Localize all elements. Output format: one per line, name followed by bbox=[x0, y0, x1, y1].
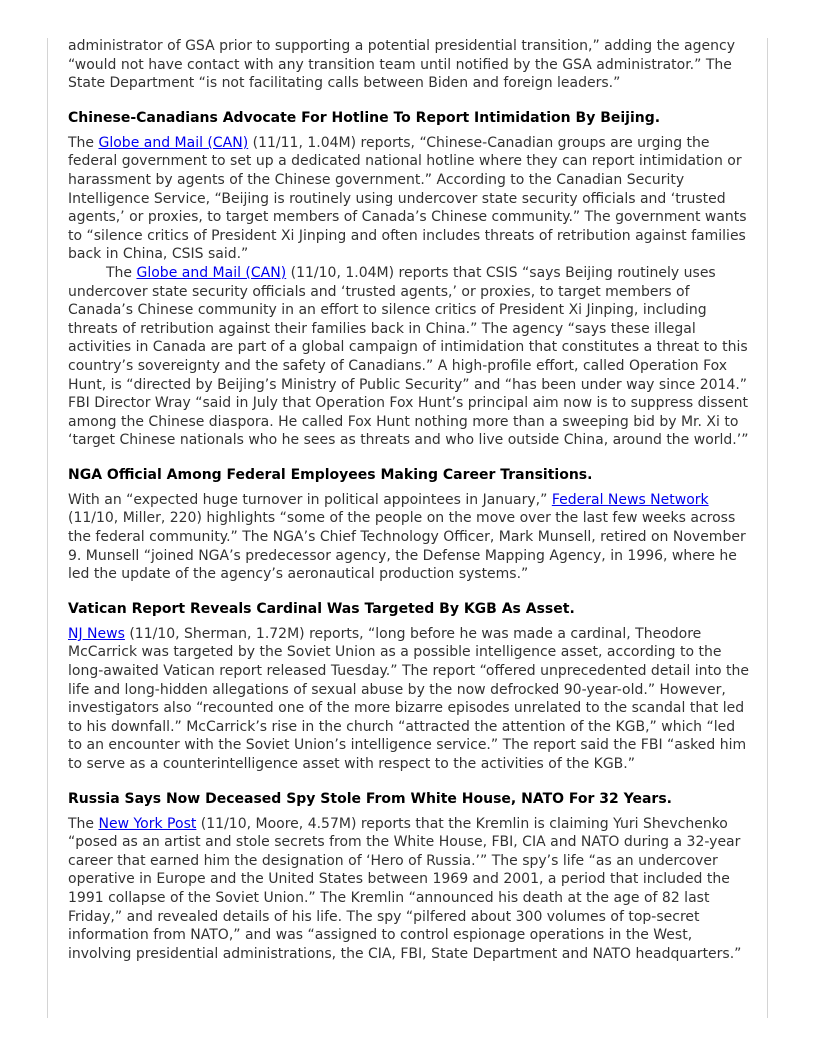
source-link[interactable]: NJ News bbox=[68, 625, 125, 642]
left-margin-rule bbox=[47, 38, 48, 1018]
paragraph-text: (11/10, Miller, 220) highlights “some of the people on the move over the last few weeks across the federal community.” The NGA’s Chief Technology Officer, Mark Munsell, retired on November 9. Munsell “joined NGA’s predecessor agency, the Defense Mapping Agency, in 1996, where he led the update of the agency’s aeronautical production systems.” bbox=[68, 510, 746, 583]
paragraph-text: (11/10, 1.04M) reports that CSIS “says Beijing routinely uses undercover state security officials and ‘trusted agents,’ or proxies, to target members of Canada’s Chinese community in an effort to silence critics of President Xi Jinping, including threats of retribution against their families back in China.” The agency “says these illegal activities in Canada are part of a global campaign of intimidation that constitutes a threat to this country’s sovereignty and the safety of Canadians.” A high-profile effort, called Operation Fox Hunt, is “directed by Beijing’s Ministry of Public Security” and “has been under way since 2014.” FBI Director Wray “said in July that Operation Fox Hunt’s principal aim now is to suppress dissent among the Chinese diaspora. He called Fox Hunt nothing more than a sweeping bid by Mr. Xi to ‘target Chinese nationals who he sees as threats and who live outside China, around the world.’” bbox=[68, 264, 749, 449]
paragraph-text: The bbox=[68, 815, 99, 832]
article-headline: NGA Official Among Federal Employees Making Career Transitions. bbox=[68, 466, 593, 483]
paragraph-text: With an “expected huge turnover in political appointees in January,” bbox=[68, 491, 552, 508]
source-link[interactable]: Federal News Network bbox=[551, 491, 709, 508]
intro-paragraph: administrator of GSA prior to supporting a potential presidential transition,” adding the agency “would not have contact with any transition team until notified by the GSA administrator.” The State Department “is not facilitating calls between Biden and foreign leaders.” bbox=[68, 38, 735, 92]
source-link[interactable]: Globe and Mail (CAN) bbox=[98, 134, 249, 151]
article-paragraph bbox=[68, 625, 752, 774]
article-paragraph bbox=[68, 815, 752, 964]
paragraph-text: (11/10, Moore, 4.57M) reports that the Kremlin is claiming Yuri Shevchenko “posed as an artist and stole secrets from the White House, FBI, CIA and NATO during a 32-year career that earned him the designation of ‘Hero of Russia.’” The spy’s life “as an undercover operative in Europe and the United States between 1969 and 2001, a period that included the 1991 collapse of the Soviet Union.” The Kremlin “announced his death at the age of 82 last Friday,” and revealed details of his life. The spy “pilfered about 300 volumes of top-secret information from NATO,” and was “assigned to control espionage operations in the West, involving presidential administrations, the CIA, FBI, State Department and NATO headquarters.” bbox=[68, 815, 742, 962]
article-paragraph bbox=[68, 134, 752, 264]
article-paragraph bbox=[68, 491, 752, 584]
article-headline: Russia Says Now Deceased Spy Stole From White House, NATO For 32 Years. bbox=[68, 790, 672, 807]
article-headline: Vatican Report Reveals Cardinal Was Targeted By KGB As Asset. bbox=[68, 600, 575, 617]
paragraph-text: The bbox=[68, 134, 99, 151]
paragraph-text: The bbox=[106, 264, 137, 281]
document-body bbox=[68, 37, 752, 963]
right-margin-rule bbox=[767, 38, 768, 1018]
paragraph-text: (11/11, 1.04M) reports, “Chinese-Canadian groups are urging the federal government to set up a dedicated national hotline where they can report intimidation or harassment by agents of the Chinese government.” According to the Canadian Security Intelligence Service, “Beijing is routinely using undercover state security officials and ‘trusted agents,’ or proxies, to target members of Canada’s Chinese community.” The government wants to “silence critics of President Xi Jinping and often includes threats of retribution against families back in China, CSIS said.” bbox=[68, 134, 747, 263]
source-link[interactable]: New York Post bbox=[98, 815, 197, 832]
source-link[interactable]: Globe and Mail (CAN) bbox=[136, 264, 287, 281]
article-paragraph bbox=[68, 264, 752, 450]
article-headline: Chinese-Canadians Advocate For Hotline To Report Intimidation By Beijing. bbox=[68, 109, 661, 126]
paragraph-text: (11/10, Sherman, 1.72M) reports, “long before he was made a cardinal, Theodore McCarrick was targeted by the Soviet Union as a possible intelligence asset, according to the long-awaited Vatican report released Tuesday.” The report “offered unprecedented detail into the life and long-hidden allegations of sexual abuse by the now defrocked 90-year-old.” However, investigators also “recounted one of the more bizarre episodes unrelated to the scandal that led to his downfall.” McCarrick’s rise in the church “attracted the attention of the KGB,” which “led to an encounter with the Soviet Union’s intelligence service.” The report said the FBI “asked him to serve as a counterintelligence asset with respect to the activities of the KGB.” bbox=[68, 625, 749, 772]
